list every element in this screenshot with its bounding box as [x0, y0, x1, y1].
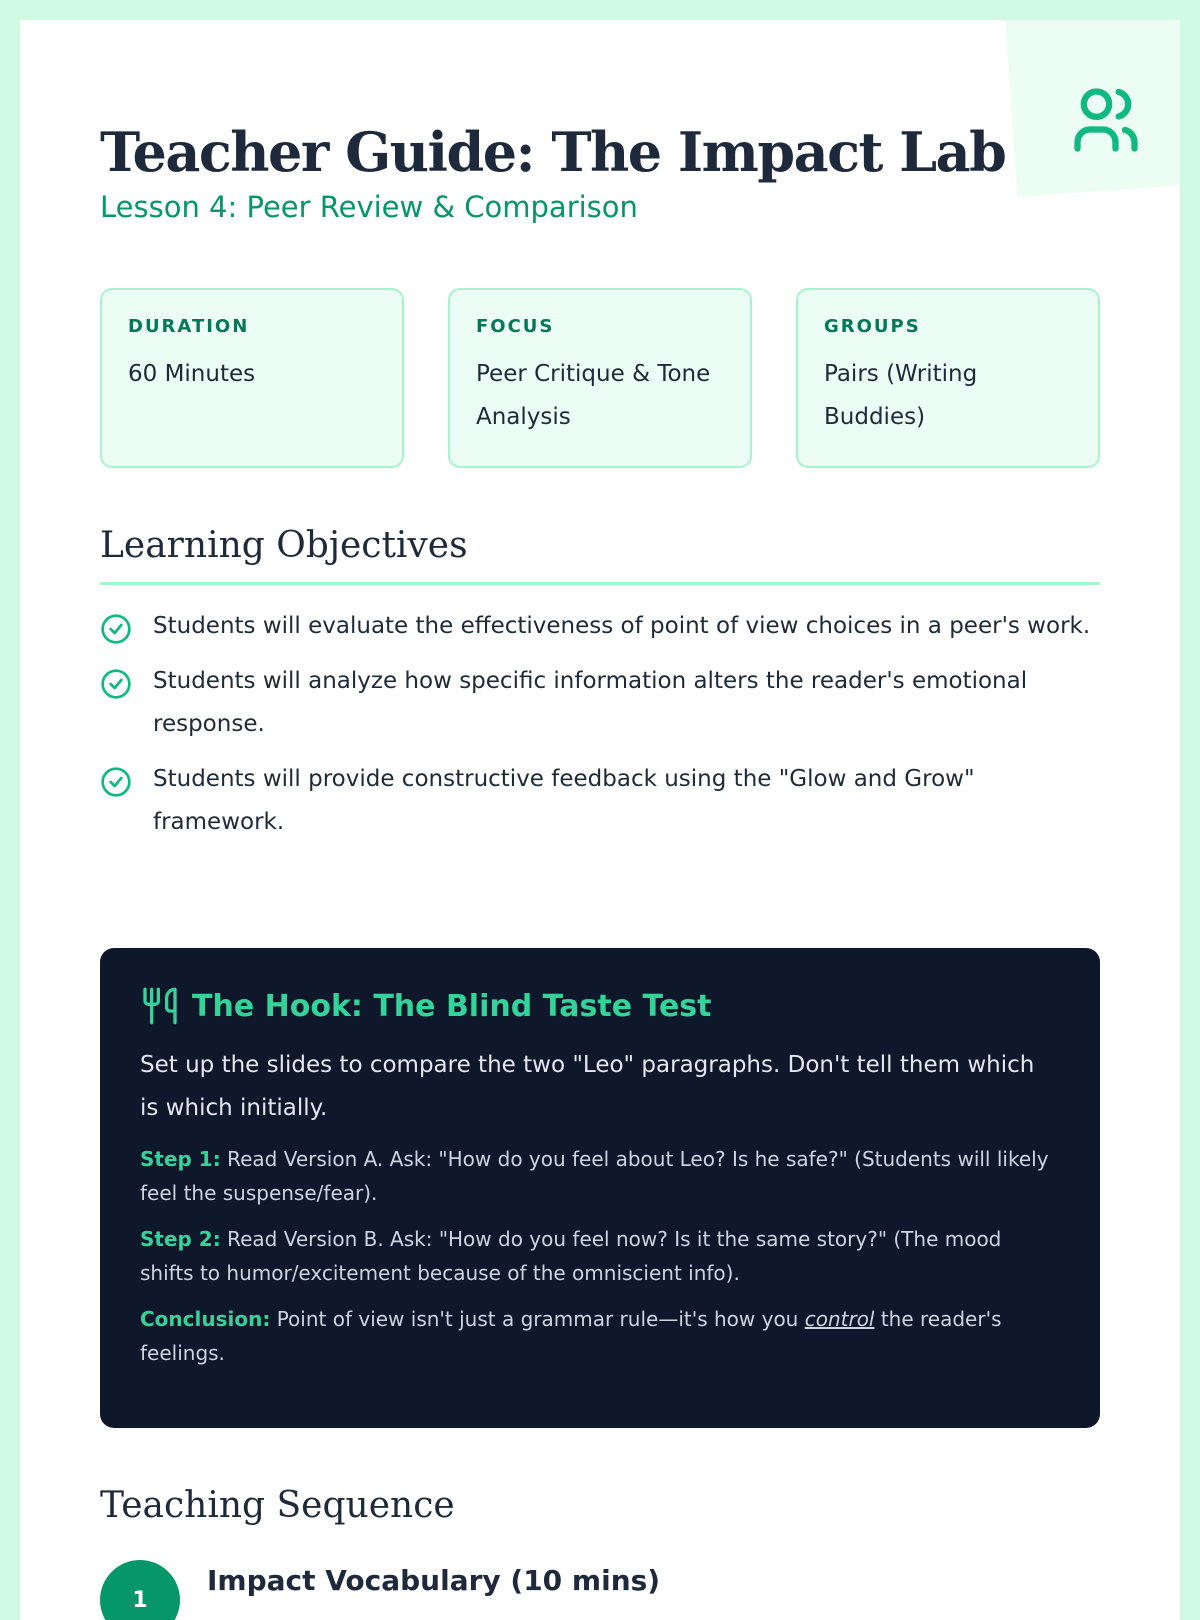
check-circle-icon	[100, 668, 132, 700]
focus-card	[448, 288, 752, 468]
step-number-badge: 1	[100, 1560, 180, 1620]
duration-card	[100, 288, 404, 468]
hook-title: The Hook: The Blind Taste Test	[192, 988, 712, 1024]
card-value: Peer Critique & Tone Analysis	[476, 361, 711, 430]
objective-text: Students will provide constructive feedback using the "Glow and Grow" framework.	[153, 766, 975, 835]
step-title: Impact Vocabulary (10 mins)	[207, 1564, 661, 1597]
hook-intro: Set up the slides to compare the two "Leo" paragraphs. Don't tell them which is which initially.	[140, 1052, 1035, 1121]
card-value: Pairs (Writing Buddies)	[824, 361, 978, 430]
users-icon	[1068, 82, 1144, 158]
card-label: FOCUS	[476, 316, 555, 337]
groups-card	[796, 288, 1100, 468]
section-divider	[100, 582, 1100, 585]
conclusion-emphasis: control	[804, 1307, 875, 1331]
info-cards	[100, 288, 1100, 468]
objective-text: Students will analyze how specific information alters the reader's emotional response.	[153, 668, 1028, 737]
check-circle-icon	[100, 766, 132, 798]
objectives-list	[100, 605, 1100, 856]
step-label: Step 2:	[140, 1227, 221, 1251]
conclusion-text: Point of view isn't just a grammar rule—it's how you	[270, 1307, 805, 1331]
objective-text: Students will evaluate the effectiveness of point of view choices in a peer's work.	[153, 613, 1091, 639]
hook-step-1	[140, 1142, 1060, 1210]
step-text: Read Version B. Ask: "How do you feel now? Is it the same story?" (The mood shifts to humor/excitement because of the omniscient info).	[140, 1227, 1002, 1285]
card-value: 60 Minutes	[128, 361, 256, 387]
hook-panel	[100, 948, 1100, 1428]
step-text: Read Version A. Ask: "How do you feel about Leo? Is he safe?" (Students will likely feel the suspense/fear).	[140, 1147, 1049, 1205]
lesson-subtitle: Lesson 4: Peer Review & Comparison	[100, 190, 638, 224]
step-label: Step 1:	[140, 1147, 221, 1171]
sequence-heading: Teaching Sequence	[100, 1485, 455, 1526]
card-label: GROUPS	[824, 316, 921, 337]
card-label: DURATION	[128, 316, 250, 337]
page-title: Teacher Guide: The Impact Lab	[100, 120, 1006, 184]
check-circle-icon	[100, 613, 132, 645]
list-item	[100, 758, 1100, 844]
list-item	[100, 660, 1100, 746]
list-item	[100, 605, 1100, 648]
hook-conclusion	[140, 1302, 1060, 1370]
conclusion-text-end: the reader's feelings.	[140, 1307, 1002, 1365]
guide-page	[20, 20, 1180, 1620]
objectives-heading: Learning Objectives	[100, 525, 468, 566]
conclusion-label: Conclusion:	[140, 1307, 271, 1331]
utensils-icon	[140, 986, 180, 1026]
hook-step-2	[140, 1222, 1060, 1290]
hook-title-row	[140, 986, 1060, 1026]
